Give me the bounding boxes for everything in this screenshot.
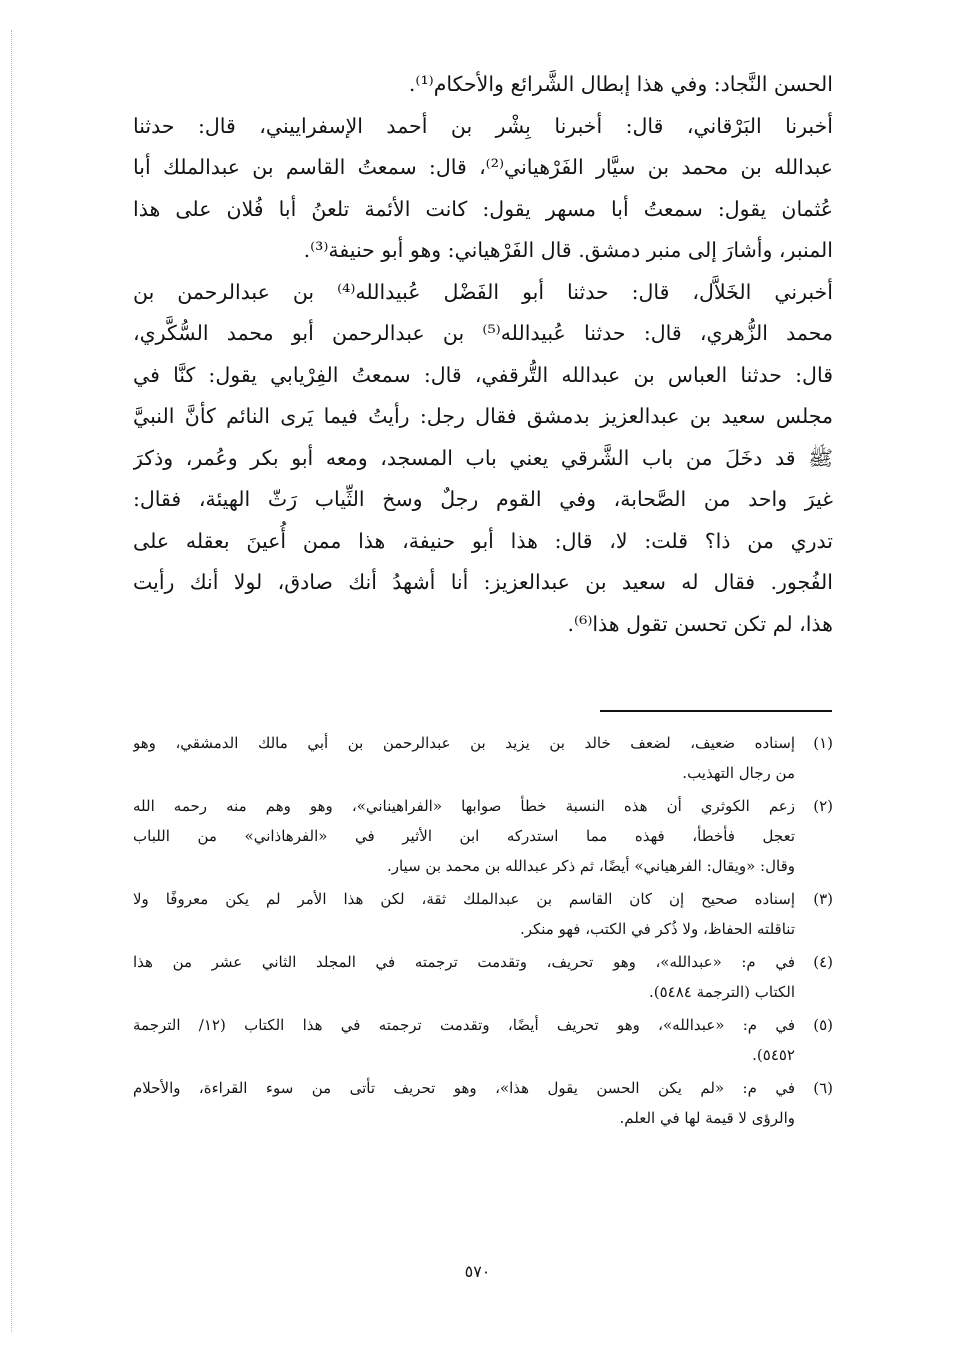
text-line: المنبر، وأشارَ إلى منبر دمشق. قال الفَرْهياني: وهو أبو حنيفة⁽³⁾. bbox=[303, 238, 833, 262]
footnote-line: من رجال التهذيب. bbox=[682, 764, 795, 782]
footnote-line: في م: «عبدالله»، وهو تحريف، وتقدمت ترجمته في المجلد الثاني عشر من هذا bbox=[133, 953, 795, 971]
footnote bbox=[133, 947, 833, 1007]
scan-edge-dots bbox=[11, 30, 12, 1332]
text-line: عُثمان يقول: سمعتُ أبا مسهر يقول: كانت الأئمة تلعنُ أبا فُلان على هذا bbox=[133, 196, 833, 221]
page-number: ٥٧٠ bbox=[464, 1262, 491, 1281]
text-line: عبدالله بن محمد بن سيَّار الفَرْهياني⁽²⁾، قال: سمعتُ القاسم بن عبدالملك أبا bbox=[133, 155, 833, 179]
footnote bbox=[133, 884, 833, 944]
text-line: مجلس سعيد بن عبدالعزيز بدمشق فقال رجل: رأيتُ فيما يَرى النائم كأنَّ النبيَّ bbox=[133, 404, 833, 428]
footnote-body bbox=[133, 1010, 795, 1070]
text-line: الحسن النَّجاد: وفي هذا إبطال الشَّرائع والأحكام⁽¹⁾. bbox=[408, 72, 833, 96]
footnote-body bbox=[133, 884, 795, 944]
footnote-line: في م: «عبدالله»، وهو تحريف أيضًا، وتقدمت ترجمته في هذا الكتاب (١٢/ الترجمة bbox=[133, 1016, 795, 1034]
footnote-line: إسناده صحيح إن كان القاسم بن عبدالملك ثقة، لكن هذا الأمر لم يكن معروفًا ولا bbox=[133, 890, 795, 908]
footnote-number: (١) bbox=[813, 734, 833, 752]
text-line: أخبرنا البَرْقاني، قال: أخبرنا بِشْر بن أحمد الإسفراييني، قال: حدثنا bbox=[133, 113, 833, 138]
footnote-line: والرؤى لا قيمة لها في العلم. bbox=[619, 1109, 795, 1127]
text-line: غيرَ واحد من الصَّحابة، وفي القوم رجلٌ وسخ الثِّياب رَثّ الهيئة، فقال: bbox=[133, 487, 833, 511]
text-line: قال: حدثنا العباس بن عبدالله التُّرقفي، قال: سمعتُ الفِرْيابي يقول: كنَّا في bbox=[133, 362, 833, 387]
footnote-line: إسناده ضعيف، لضعف خالد بن يزيد بن عبدالرحمن بن أبي مالك الدمشقي، وهو bbox=[133, 734, 795, 752]
text-line: محمد الزُّهري، قال: حدثنا عُبيدالله⁽⁵⁾ بن عبدالرحمن أبو محمد السُّكَّري، bbox=[133, 321, 833, 345]
footnote-line: ٥٤٥٢). bbox=[752, 1046, 795, 1064]
footnote bbox=[133, 728, 833, 788]
footnote-body bbox=[133, 728, 795, 788]
footnote-number: (٣) bbox=[813, 890, 833, 908]
footnote-number: (٦) bbox=[813, 1079, 833, 1097]
main-text bbox=[133, 64, 833, 645]
footnote-line: تعجل فأخطأ، فهذه مما استدركه ابن الأثير في «الفرهاذاني» من اللباب bbox=[133, 827, 795, 845]
footnote-body bbox=[133, 791, 795, 881]
footnote bbox=[133, 791, 833, 881]
footnote-line: وقال: «ويقال: الفرهياني» أيضًا، ثم ذكر عبدالله بن محمد بن سيار. bbox=[386, 857, 795, 875]
footnote bbox=[133, 1073, 833, 1133]
footnote-number: (٤) bbox=[813, 953, 833, 971]
footnote-number: (٥) bbox=[813, 1016, 833, 1034]
text-line: ﷺ قد دخَلَ من باب الشَّرقي يعني باب المسجد، ومعه أبو بكر وعُمر، وذكرَ bbox=[133, 445, 833, 470]
text-line: هذا، لم تكن تحسن تقول هذا⁽⁶⁾. bbox=[567, 611, 833, 636]
footnotes bbox=[133, 728, 833, 1136]
footnote-line: تناقلته الحفاظ، ولا ذُكر في الكتب، فهو منكر. bbox=[519, 920, 795, 938]
footnote bbox=[133, 1010, 833, 1070]
text-line: الفُجور. فقال له سعيد بن عبدالعزيز: أنا أشهدُ أنك صادق، لولا أنك رأيت bbox=[133, 570, 833, 594]
text-line: تدري من ذا؟ قلت: لا، قال: هذا أبو حنيفة، هذا ممن أُعينَ بعقله على bbox=[133, 528, 833, 553]
footnote-line: في م: «لم يكن الحسن يقول هذا»، وهو تحريف تأتى من سوء القراءة، والأحلام bbox=[133, 1079, 795, 1097]
footnote-number: (٢) bbox=[813, 797, 833, 815]
footnote-line: الكتاب (الترجمة ٥٤٨٤). bbox=[648, 983, 795, 1001]
footnote-line: زعم الكوثري أن هذه النسبة خطأ صوابها «الفراهيناني»، وهو وهم منه رحمه الله bbox=[133, 797, 795, 815]
footnote-separator bbox=[600, 710, 832, 712]
footnote-body bbox=[133, 947, 795, 1007]
text-line: أخبرني الخَلاَّل، قال: حدثنا أبو الفَضْل عُبيدالله⁽⁴⁾ بن عبدالرحمن بن bbox=[133, 279, 833, 304]
footnote-body bbox=[133, 1073, 795, 1133]
